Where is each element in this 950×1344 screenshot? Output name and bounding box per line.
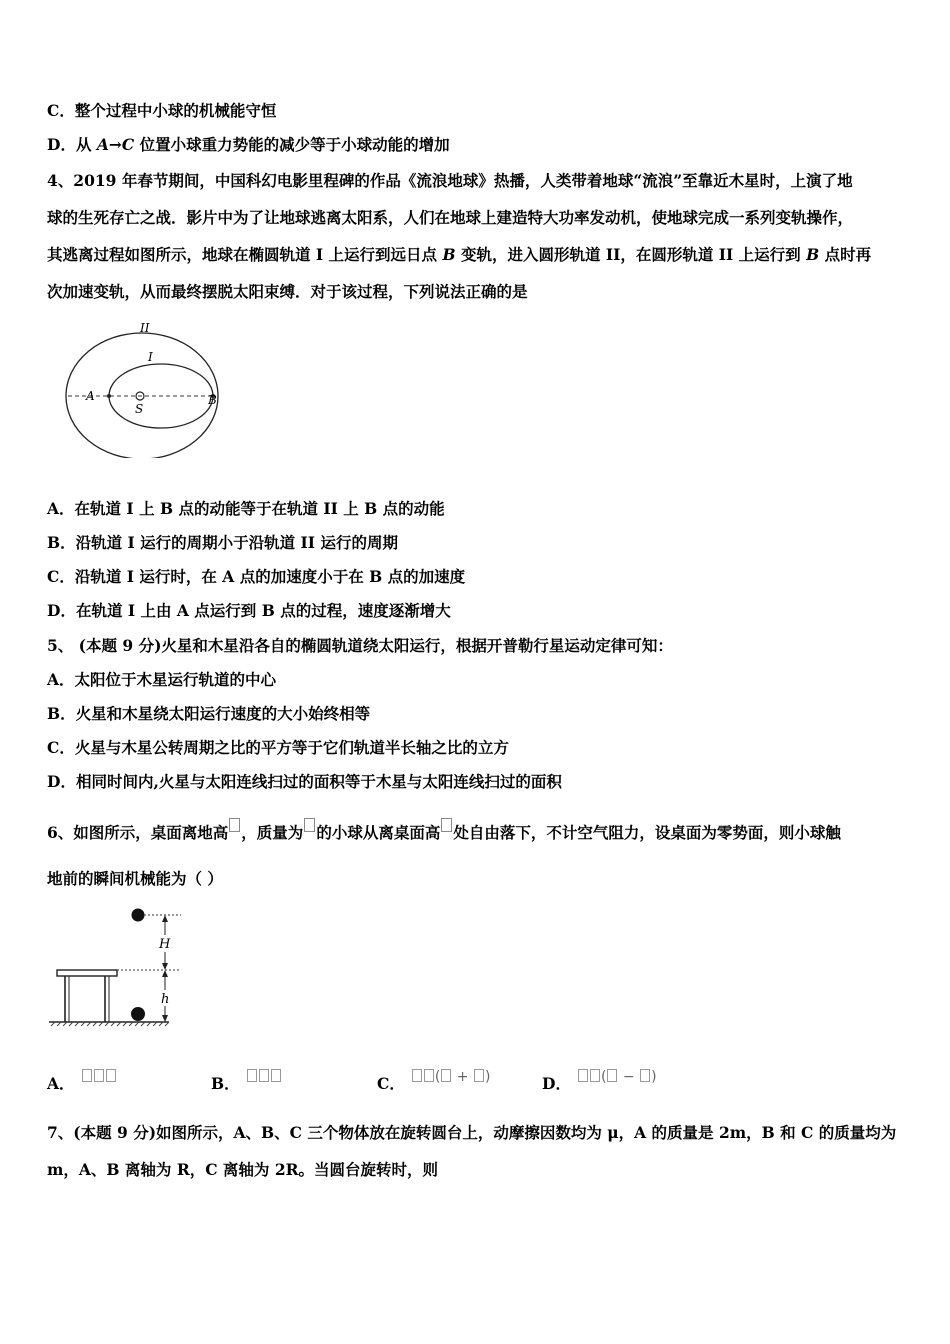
table-drop-diagram xyxy=(45,902,195,1032)
q6-stem-text: ，质量为 xyxy=(241,823,304,842)
q4-stem-text: 其逃离过程如图所示，地球在椭圆轨道 I 上运行到远日点 xyxy=(47,245,438,264)
q7-stem-line-2: m，A、B 离轴为 R，C 离轴为 2R。当圆台旋转时，则 xyxy=(47,1160,438,1179)
sun-label: S xyxy=(135,402,144,416)
q4-stem-line-1: 4、2019 年春节期间，中国科幻电影里程碑的作品《流浪地球》热播，人类带着地球“流浪”至靠近木星时，上演了地 xyxy=(47,171,853,190)
h-arrow-head xyxy=(162,963,168,970)
q3-option-c: C．整个过程中小球的机械能守恒 xyxy=(47,101,277,120)
q6-option-a xyxy=(47,1072,117,1094)
q6-option-a-label: A． xyxy=(47,1074,75,1093)
q6-option-b-formula xyxy=(246,1069,282,1085)
q4-stem-line-4: 次加速变轨，从而最终摆脱太阳束缚．对于该过程，下列说法正确的是 xyxy=(47,282,528,301)
h-arrow-head xyxy=(162,915,168,922)
point-a-dot xyxy=(107,394,111,398)
q4-stem-text: 变轨，进入圆形轨道 II，在圆形轨道 II 上运行到 xyxy=(460,245,801,264)
q4-stem-line-2: 球的生死存亡之战．影片中为了让地球逃离太阳系，人们在地球上建造特大功率发动机，使地球完成一系列变轨操作， xyxy=(47,208,854,227)
q4-option-d: D．在轨道 I 上由 A 点运行到 B 点的过程，速度逐渐增大 xyxy=(47,601,451,620)
q6-stem-line-2: 地前的瞬间机械能为（ ） xyxy=(47,869,223,888)
q7-stem-line-1: 7、(本题 9 分)如图所示，A、B、C 三个物体放在旋转圆台上，动摩擦因数均为 μ，A 的质量是 2m，B 和 C 的质量均为 xyxy=(47,1123,897,1142)
q6-option-d-formula: ( − ) xyxy=(577,1069,657,1085)
q6-stem-text: 处自由落下，不计空气阻力，设桌面为零势面，则小球触 xyxy=(453,823,841,842)
q6-option-b xyxy=(211,1072,282,1094)
q6-stem-text: 的小球从离桌面高 xyxy=(316,823,441,842)
ball-start xyxy=(132,909,145,922)
point-a-label: A xyxy=(86,389,95,403)
q6-stem-line-1 xyxy=(47,818,841,843)
q5-option-c: C．火星与木星公转周期之比的平方等于它们轨道半长轴之比的立方 xyxy=(47,738,509,757)
q6-option-c xyxy=(377,1069,491,1094)
q4-stem-text: 点时再 xyxy=(824,245,872,264)
q3-option-d-path: A→C xyxy=(96,135,135,154)
orbit-ii-label: II xyxy=(140,321,150,335)
label-big-h: H xyxy=(159,937,171,952)
q4-option-a: A．在轨道 I 上 B 点的动能等于在轨道 II 上 B 点的动能 xyxy=(47,499,445,518)
minus-sign: − xyxy=(622,1069,635,1085)
q4-stem-line-3 xyxy=(47,245,871,265)
label-small-h: h xyxy=(161,992,170,1007)
q4-option-c: C．沿轨道 I 运行时，在 A 点的加速度小于在 B 点的加速度 xyxy=(47,567,466,586)
table-top xyxy=(57,970,117,976)
orbit-diagram xyxy=(50,318,230,458)
small-h-arrow-head xyxy=(162,1015,168,1022)
q6-stem-text: 6、如图所示，桌面离地高 xyxy=(47,823,229,842)
q5-option-d: D．相同时间内,火星与太阳连线扫过的面积等于木星与太阳连线扫过的面积 xyxy=(47,772,562,791)
q3-option-d-prefix: D．从 xyxy=(47,135,92,154)
q3-option-d-suffix: 位置小球重力势能的减少等于小球动能的增加 xyxy=(139,135,450,154)
q4-option-b: B．沿轨道 I 运行的周期小于沿轨道 II 运行的周期 xyxy=(47,533,398,552)
q6-option-d xyxy=(542,1069,657,1094)
q4-point-b: B xyxy=(806,245,820,264)
q6-option-c-formula: ( + ) xyxy=(411,1069,491,1085)
q5-option-b: B．火星和木星绕太阳运行速度的大小始终相等 xyxy=(47,704,371,723)
plus-sign: + xyxy=(456,1069,469,1085)
ball-ground xyxy=(131,1007,145,1021)
formula-placeholder xyxy=(229,818,240,832)
q6-option-c-label: C． xyxy=(377,1074,405,1093)
formula-placeholder xyxy=(441,818,452,832)
q5-option-a: A．太阳位于木星运行轨道的中心 xyxy=(47,670,277,689)
q5-stem: 5、 (本题 9 分)火星和木星沿各自的椭圆轨道绕太阳运行，根据开普勒行星运动定律可知： xyxy=(47,636,673,655)
q4-point-b: B xyxy=(442,245,456,264)
small-h-arrow-head xyxy=(162,970,168,977)
q6-option-b-label: B． xyxy=(211,1074,240,1093)
orbit-i-label: I xyxy=(148,350,153,364)
q6-option-a-formula xyxy=(81,1069,117,1085)
formula-placeholder xyxy=(304,818,315,832)
q3-option-d xyxy=(47,135,450,155)
q6-option-d-label: D． xyxy=(542,1074,571,1093)
point-b-label: B xyxy=(208,393,217,407)
